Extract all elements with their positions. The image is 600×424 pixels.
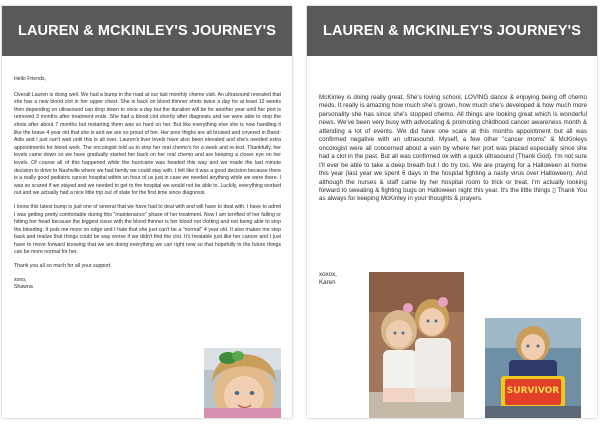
survivor-photo <box>485 318 581 418</box>
right-banner-title: LAUREN & MCKINLEY'S JOURNEY'S <box>323 23 581 39</box>
right-letter-body <box>319 94 587 204</box>
sisters-photo <box>369 272 464 418</box>
left-page <box>2 6 292 418</box>
survivor-sign-text: SURVIVOR <box>506 386 560 396</box>
left-page-banner <box>2 6 292 56</box>
lauren-photo <box>204 348 281 418</box>
right-signoff-block <box>319 271 337 288</box>
left-signoff: xoxo, <box>14 276 27 283</box>
left-signature: Shawna <box>14 284 33 291</box>
left-letter-body <box>14 76 281 292</box>
right-signature: Karen <box>319 279 336 287</box>
left-paragraph-2: I know this latest bump is just one of several that we have had to deal with and will have to deal with. I have to admit I was getting pretty comfortable during this "maintenance" phase of her treatment. Now I am terrified of her falling or hitting her head because the biggest issue with the blood thinner is her blood not clotting and not being able to stop the bleeding. It puts me more on edge and I hate that she just can't be a "normal" 4 year old. It also makes me step back and realize that things could be way worse if we didn't find the clot. It's treatable just like her cancer and I just have to move forward knowing that we are doing everything we can right now so that hopefully in the future things can be more normal for her. <box>14 203 281 256</box>
left-thanks: Thank you all so much for all your support. <box>14 263 112 270</box>
left-greeting: Hello Friends, <box>14 76 47 82</box>
left-banner-title: LAUREN & MCKINLEY'S JOURNEY'S <box>18 23 276 39</box>
left-paragraph-1: Overall Lauren is doing well. We had a bump in the road at our last monthly chemo visit. An ultrasound revealed that she has a new blood clot in her upper chest. She is back on blood thinner shots twice a day for at least 12 weeks then depending on ultrasound can drop down to once a day but the duration will be for another year until her port is removed 3 months after treatment ends. She had a blood clot shortly after diagnosis and we were able to stop the shots after about 7 months but restarting them was so hard on her. But like everything else she is now handling it like the brave 4 year old that she is and we are so proud of her. Her poor thighs are all bruised and covered in Band-Aids and I just can't wait until this is all over. Lauren's liver levels have also been elevated and she's needed extra appointments for blood work. The oncologist told us to stop her oral chemo's for a week and re-test. Thankfully, her levels came down so we have gradually started her back on her oral chemo and are keeping a closer eye on her levels. Of course all of this happened while the hurricane was headed this way and we made the last minute decision to drive to Nashville where we had family we could stay with. I felt like it was a good decision because there is a really good pediatric cancer hospital within an hour of us just in case we needed anything while we were there. I was so scared if we stayed and we needed to get to the hospital we would not be able to. Luckily, everything worked out and we actually had a nice little trip out of state for the first time since diagnosis. <box>14 91 281 197</box>
right-page-banner <box>307 6 597 56</box>
right-signoff: xoxox, <box>319 271 337 278</box>
right-paragraph: McKinley is doing really great. She's loving school, LOVING dance & enjoying being off chemo meds. It really is amazing how much she's grown, how much she's developed & how much more personality she has since she's stopped chemo. All things are looking great which is wonderful news. We've been very busy with advocating & promoting childhood cancer awareness month & attending a lot of events. We did have one scare at this months appointment but all was confirmed negative with an ultrasound. Myself, a few other "cancer moms" & McKinleys oncologist were all concerned about a vein by where her port was placed especially since she had a clot in the past. But all was confirmed ok with a quick ultrasound (Thank God). I'm not sure I'll ever be able to take a deep breath but I do try too. We are praying for a Halloween at home this year (last year we spent 6 days in the hospital fighting a nasty virus over Halloween). And although the nurses & staff came by her hospital room to trick or treat, I'm actually looking forward to sweating & fighting bugs on Halloween night this year. It's the little things ▯ Thank You as always for keeping McKinley in your thoughts & prayers. <box>319 94 587 203</box>
right-page <box>307 6 597 418</box>
